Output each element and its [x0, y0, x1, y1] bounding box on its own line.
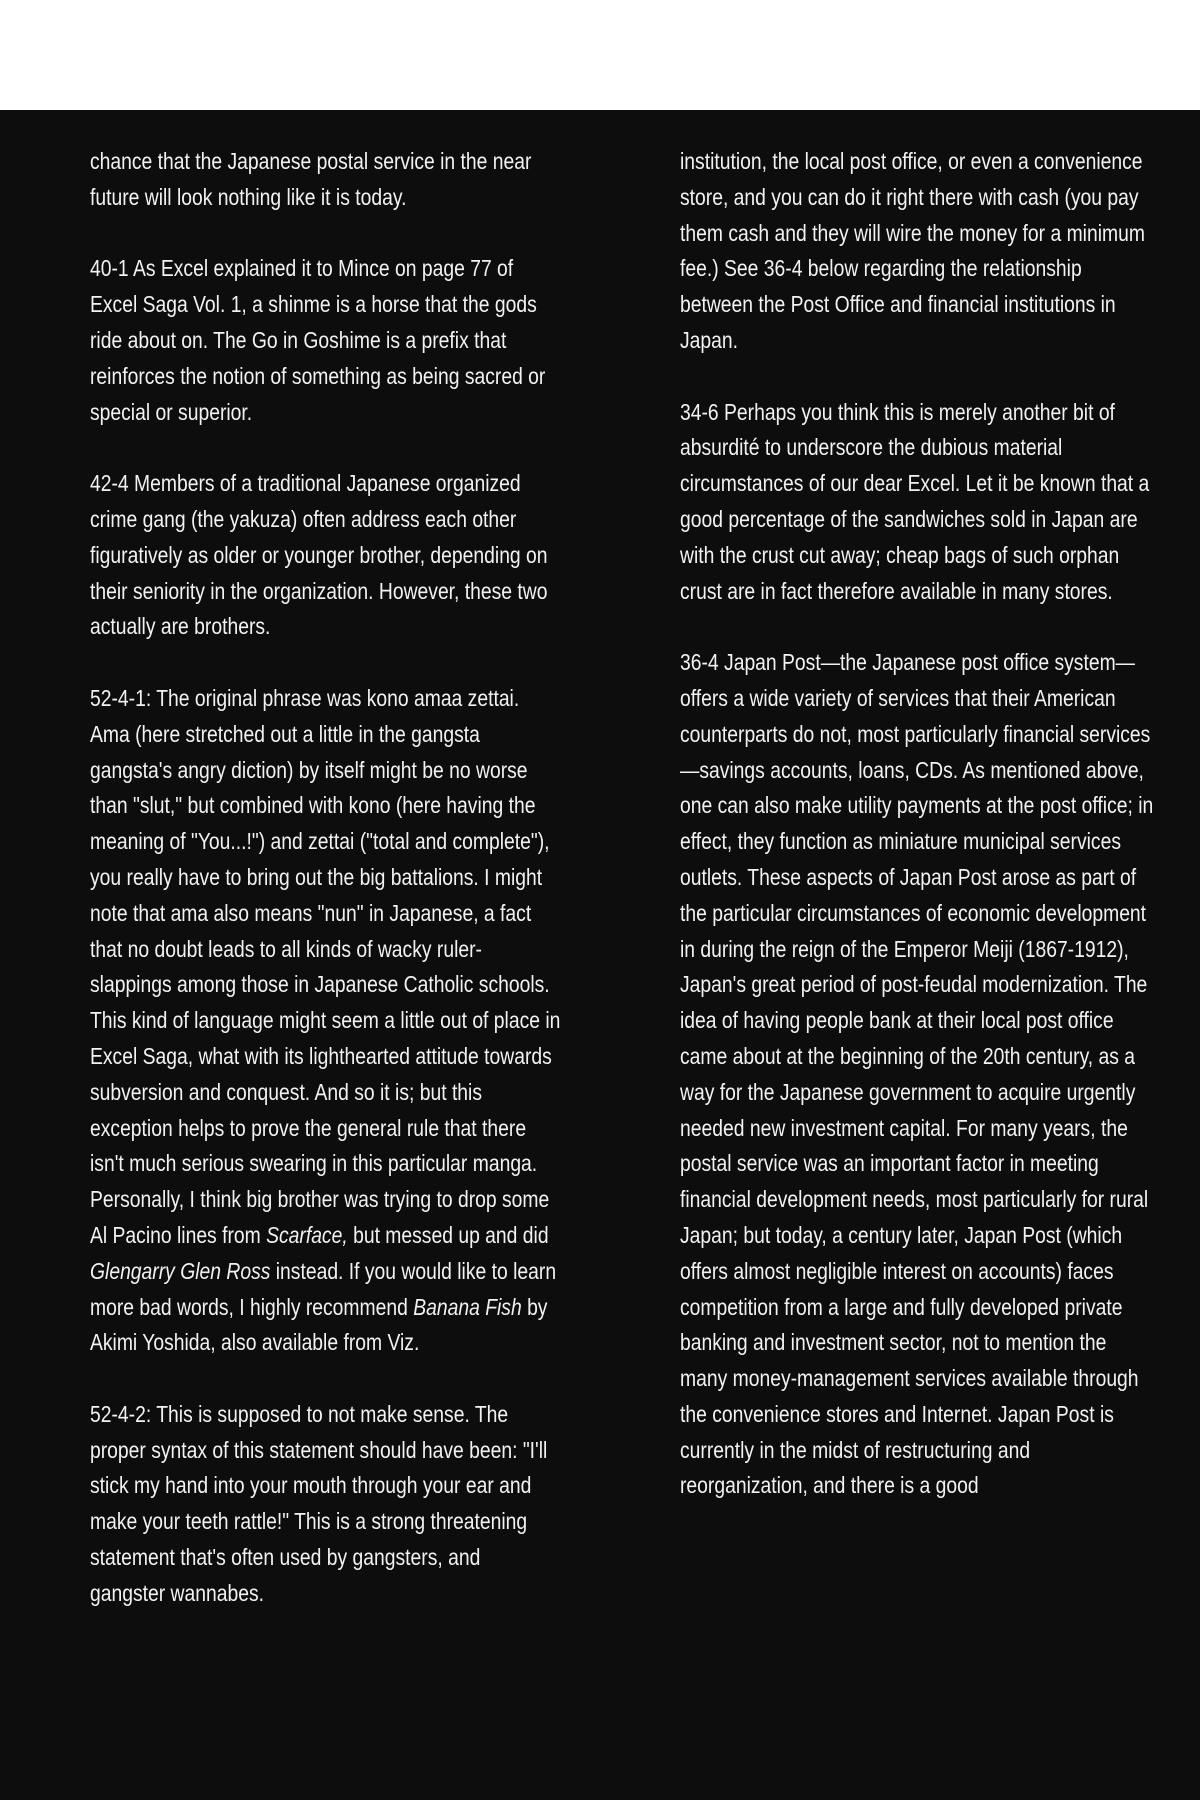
note-continued-text: chance that the Japanese postal service in the near future will look nothing like it is today.	[90, 148, 532, 210]
note-52-4-1-text-d: by Akimi Yoshida, also available from Viz.	[90, 1293, 548, 1356]
title-banana-fish: Banana Fish	[413, 1293, 522, 1320]
note-40-1: 40-1 As Excel explained it to Mince on page 77 of Excel Saga Vol. 1, a shinme is a horse that the gods ride about on. The Go in Goshime is a prefix that reinforces the notion of something as being sacred or special or superior.	[90, 255, 546, 425]
note-52-4-1	[90, 681, 560, 1361]
title-scarface: Scarface,	[266, 1221, 348, 1248]
right-text-column	[680, 144, 1155, 1540]
note-42-4: 42-4 Members of a traditional Japanese organized crime gang (the yakuza) often address each other figuratively as older or younger brother, depending on their seniority in the organization. However, these two actually are brothers.	[90, 470, 548, 640]
note-continued-institution: institution, the local post office, or even a convenience store, and you can do it right there with cash (you pay them cash and they will wire the money for a minimum fee.) See 36-4 below regarding the relationship between the Post Office and financial institutions in Japan.	[680, 148, 1145, 353]
left-text-column	[90, 144, 560, 1647]
note-36-4: 36-4 Japan Post—the Japanese post office system—offers a wide variety of services that their American counterparts do not, most particularly financial services—savings accounts, loans, CDs. As mentioned above, one can also make utility payments at the post office; in effect, they function as miniature municipal services outlets. These aspects of Japan Post arose as part of the particular circumstances of economic development in during the reign of the Emperor Meiji (1867-1912), Japan's great period of post-feudal modernization. The idea of having people bank at their local post office came about at the beginning of the 20th century, as a way for the Japanese government to acquire urgently needed new investment capital. For many years, the postal service was an important factor in meeting financial development needs, most particularly for rural Japan; but today, a century later, Japan Post (which offers almost negligible interest on accounts) faces competition from a large and fully developed private banking and investment sector, not to mention the many money-management services available through the convenience stores and Internet. Japan Post is currently in the midst of restructuring and reorganization, and there is a good	[680, 649, 1154, 1499]
note-52-4-2: 52-4-2: This is supposed to not make sense. The proper syntax of this statement should have been: "I'll stick my hand into your mouth through your ear and make your teeth rattle!" This is a strong threatening statement that's often used by gangsters, and gangster wannabes.	[90, 1400, 548, 1606]
notes-page-panel	[0, 110, 1200, 1800]
note-52-4-1-text-b: but messed up and did	[353, 1221, 549, 1248]
note-34-6: 34-6 Perhaps you think this is merely another bit of absurdité to underscore the dubious material circumstances of our dear Excel. Let it be known that a good percentage of the sandwiches sold in Japan are with the crust cut away; cheap bags of such orphan crust are in fact therefore available in many stores.	[680, 398, 1150, 604]
note-52-4-1-text-a: 52-4-1: The original phrase was kono amaa zettai. Ama (here stretched out a little in the gangsta gangsta's angry diction) by itself might be no worse than "slut," but combined with kono (here having the meaning of "You...!") and zettai ("total and complete"), you really have to bring out the big battalions. I might note that ama also means "nun" in Japanese, a fact that no doubt leads to all kinds of wacky ruler-slappings among those in Japanese Catholic schools. This kind of language might seem a little out of place in Excel Saga, what with its lighthearted attitude towards subversion and conquest. And so it is; but this exception helps to prove the general rule that there isn't much serious swearing in this particular manga. Personally, I think big brother was trying to drop some Al Pacino lines from	[90, 684, 561, 1248]
title-glengarry-glen-ross: Glengarry Glen Ross	[90, 1257, 271, 1284]
note-52-4-1-text-c: instead. If you would like to learn more bad words, I highly recommend	[90, 1257, 557, 1320]
